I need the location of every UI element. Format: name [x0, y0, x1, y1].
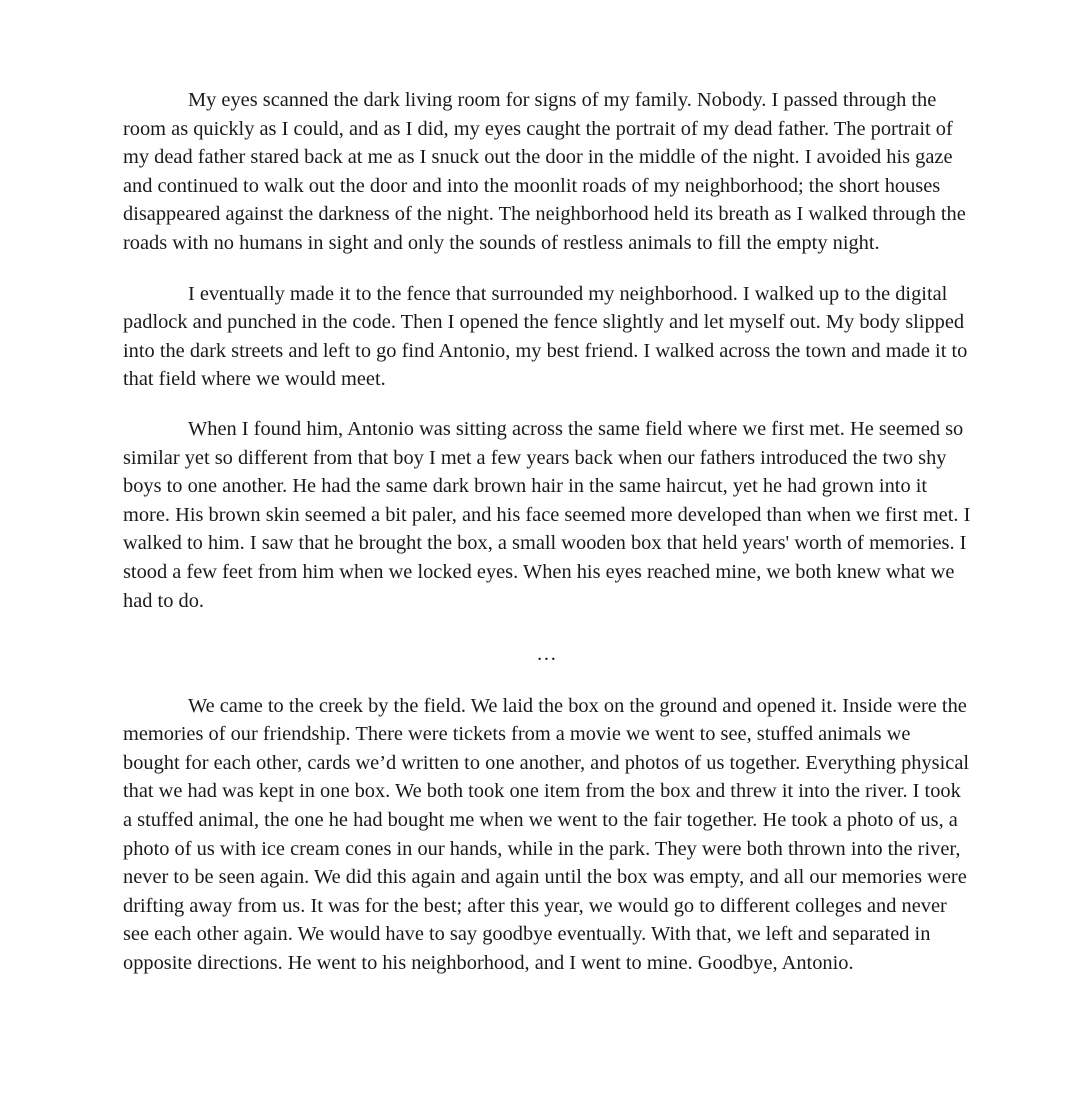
- paragraph-2: I eventually made it to the fence that surrounded my neighborhood. I walked up to the digital padlock and punched in the code. Then I opened the fence slightly and let myself out. My body slipped into the dark streets and left to go find Antonio, my best friend. I walked across the town and made it to that field where we would meet.: [123, 282, 968, 391]
- paragraph-1: My eyes scanned the dark living room for signs of my family. Nobody. I passed through the room as quickly as I could, and as I did, my eyes caught the portrait of my dead father. The portrait of my dead father stared back at me as I snuck out the door in the middle of the night. I avoided his gaze and continued to walk out the door and into the moonlit roads of my neighborhood; the short houses disappeared against the darkness of the night. The neighborhood held its breath as I walked through the roads with no humans in sight and only the sounds of restless animals to fill the empty night.: [123, 89, 966, 254]
- document-page: [123, 86, 971, 978]
- paragraph-4: We came to the creek by the field. We laid the box on the ground and opened it. Inside were the memories of our friendship. There were tickets from a movie we went to see, stuffed animals we bought for each other, cards we’d written to one another, and photos of us together. Everything physical that we had was kept in one box. We both took one item from the box and threw it into the river. I took a stuffed animal, the one he had bought me when we went to the fair together. He took a photo of us, a photo of us with ice cream cones in our hands, while in the park. They were both thrown into the river, never to be seen again. We did this again and again until the box was empty, and all our memories were drifting away from us. It was for the best; after this year, we would go to different colleges and never see each other again. We would have to say goodbye eventually. With that, we left and separated in opposite directions. He went to his neighborhood, and I went to mine. Goodbye, Antonio.: [123, 694, 970, 975]
- section-break: …: [536, 643, 558, 666]
- paragraph-3: When I found him, Antonio was sitting across the same field where we first met. He seemed so similar yet so different from that boy I met a few years back when our fathers introduced the two shy boys to one another. He had the same dark brown hair in the same haircut, yet he had grown into it more. His brown skin seemed a bit paler, and his face seemed more developed than when we first met. I walked to him. I saw that he brought the box, a small wooden box that held years' worth of memories. I stood a few feet from him when we locked eyes. When his eyes reached mine, we both knew what we had to do.: [123, 417, 971, 612]
